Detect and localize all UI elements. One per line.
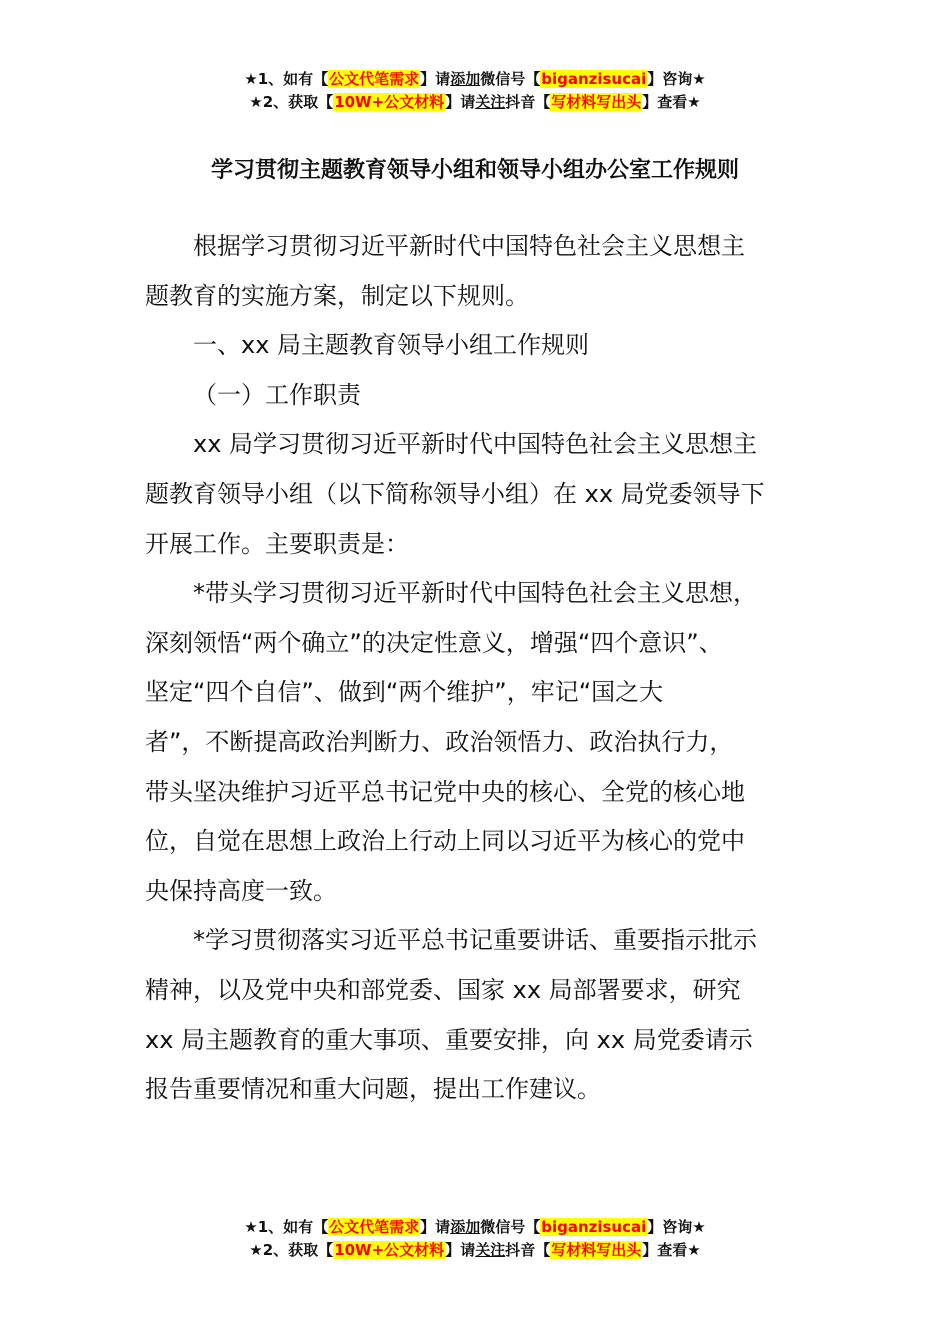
- banner-highlight: 10W+公文材料: [334, 1241, 445, 1259]
- banner-highlight: 公文代笔需求: [329, 70, 420, 88]
- banner-text: 】请: [445, 93, 476, 111]
- banner-text: 微信号【: [480, 1218, 541, 1236]
- banner-highlight: biganzisucai: [541, 1218, 647, 1236]
- banner-line-2: [0, 1239, 950, 1262]
- banner-line-1: [0, 1216, 950, 1239]
- body-line: 根据学习贯彻习近平新时代中国特色社会主义思想主: [193, 232, 745, 260]
- banner-line-2: [0, 91, 950, 114]
- body-line: *学习贯彻落实习近平总书记重要讲话、重要指示批示: [193, 926, 757, 955]
- subsection-heading: （一）工作职责: [193, 380, 361, 409]
- banner-highlight: 公文代笔需求: [329, 1218, 420, 1236]
- body-line: 开展工作。主要职责是：: [145, 529, 409, 558]
- body-line: xx 局学习贯彻习近平新时代中国特色社会主义思想主: [193, 430, 758, 459]
- banner-underline: 关注: [475, 1241, 506, 1259]
- banner-highlight: biganzisucai: [541, 70, 647, 88]
- section-heading: 一、xx 局主题教育领导小组工作规则: [193, 331, 590, 360]
- banner-text: 】请: [420, 70, 451, 88]
- body-line: 报告重要情况和重大问题，提出工作建议。: [145, 1075, 601, 1104]
- banner-highlight: 写材料写出头: [551, 93, 642, 111]
- banner-highlight: 10W+公文材料: [334, 93, 445, 111]
- banner-underline: 添加: [450, 1218, 481, 1236]
- banner-text: ★1、如有【: [244, 70, 329, 88]
- body-line: 坚定“四个自信”、做到“两个维护”，牢记“国之大: [145, 678, 664, 707]
- banner-text: 】咨询★: [647, 70, 706, 88]
- banner-line-1: [0, 68, 950, 91]
- document-title: 学习贯彻主题教育领导小组和领导小组办公室工作规则: [210, 158, 739, 183]
- header-banner: [0, 68, 950, 114]
- banner-underline: 关注: [475, 93, 506, 111]
- banner-underline: 添加: [450, 70, 481, 88]
- banner-text: 微信号【: [480, 70, 541, 88]
- banner-text: 抖音【: [505, 1241, 551, 1259]
- banner-text: 】咨询★: [647, 1218, 706, 1236]
- banner-text: 】请: [445, 1241, 476, 1259]
- body-line: 位，自觉在思想上政治上行动上同以习近平为核心的党中: [145, 827, 745, 856]
- banner-text: ★2、获取【: [249, 1241, 334, 1259]
- body-line: xx 局主题教育的重大事项、重要安排，向 xx 局党委请示: [145, 1025, 753, 1054]
- banner-text: 】请: [420, 1218, 451, 1236]
- body-line: 题教育领导小组（以下简称领导小组）在 xx 局党委领导下: [145, 479, 765, 508]
- banner-text: 抖音【: [505, 93, 551, 111]
- body-line: 者”，不断提高政治判断力、政治领悟力、政治执行力，: [145, 727, 734, 756]
- body-line: 带头坚决维护习近平总书记党中央的核心、全党的核心地: [145, 777, 745, 806]
- banner-highlight: 写材料写出头: [551, 1241, 642, 1259]
- body-line: 精神，以及党中央和部党委、国家 xx 局部署要求，研究: [145, 975, 741, 1004]
- banner-text: 】查看★: [642, 93, 701, 111]
- document-body: [145, 222, 805, 1115]
- footer-banner: [0, 1216, 950, 1262]
- banner-text: 】查看★: [642, 1241, 701, 1259]
- body-line: 题教育的实施方案，制定以下规则。: [145, 281, 529, 310]
- banner-text: ★1、如有【: [244, 1218, 329, 1236]
- body-line: 深刻领悟“两个确立”的决定性意义，增强“四个意识”、: [145, 628, 723, 657]
- body-line: *带头学习贯彻习近平新时代中国特色社会主义思想，: [193, 579, 757, 608]
- body-line: 央保持高度一致。: [145, 876, 337, 905]
- banner-text: ★2、获取【: [249, 93, 334, 111]
